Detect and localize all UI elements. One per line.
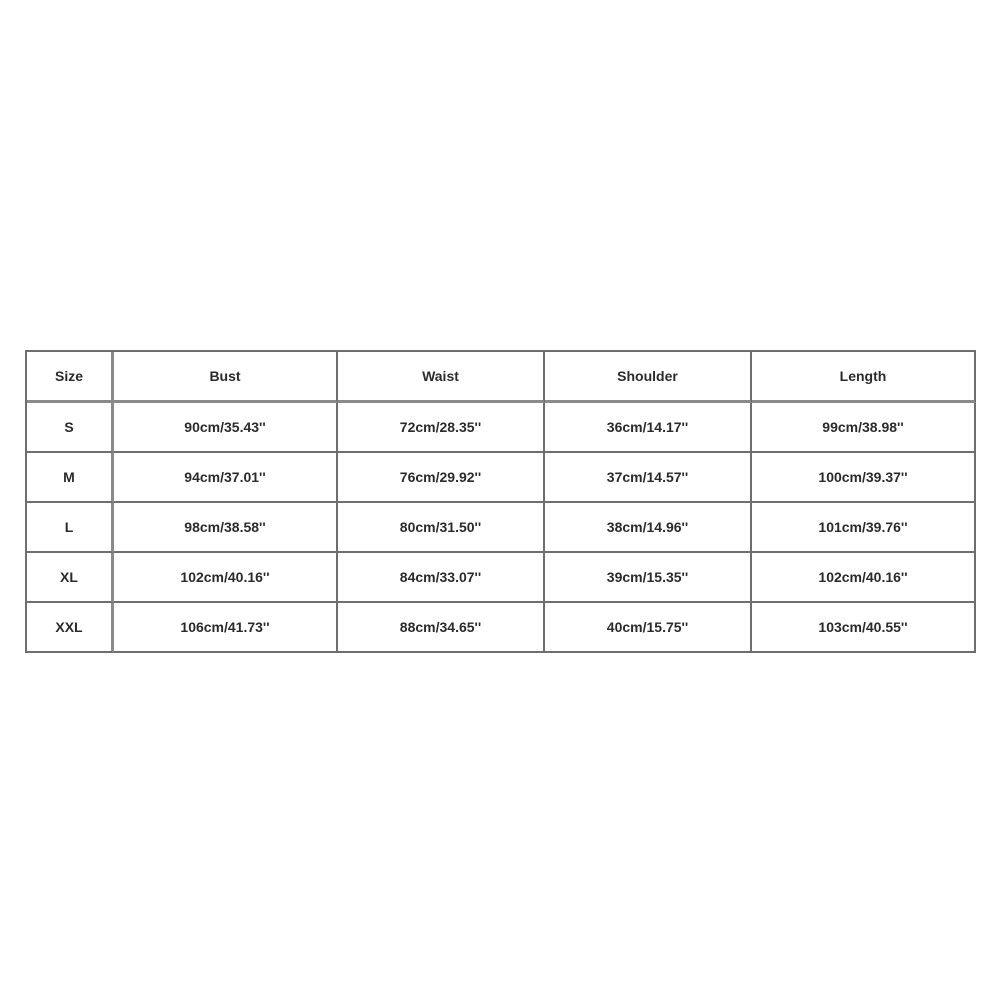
bust-cell: 94cm/37.01'': [114, 453, 338, 503]
header-bust: Bust: [114, 352, 338, 403]
table-header: [27, 352, 976, 403]
header-size: Size: [27, 352, 114, 403]
length-cell: 103cm/40.55'': [752, 603, 976, 653]
waist-cell: 84cm/33.07'': [338, 553, 545, 603]
shoulder-cell: 40cm/15.75'': [545, 603, 752, 653]
bust-cell: 102cm/40.16'': [114, 553, 338, 603]
size-cell: XL: [27, 553, 114, 603]
waist-cell: 72cm/28.35'': [338, 403, 545, 453]
header-shoulder: Shoulder: [545, 352, 752, 403]
waist-cell: 76cm/29.92'': [338, 453, 545, 503]
table-row: [27, 503, 976, 553]
size-cell: S: [27, 403, 114, 453]
length-cell: 99cm/38.98'': [752, 403, 976, 453]
length-cell: 100cm/39.37'': [752, 453, 976, 503]
table-row: [27, 603, 976, 653]
size-cell: XXL: [27, 603, 114, 653]
header-waist: Waist: [338, 352, 545, 403]
table-row: [27, 403, 976, 453]
bust-cell: 90cm/35.43'': [114, 403, 338, 453]
size-chart-table: [25, 350, 976, 653]
size-cell: M: [27, 453, 114, 503]
size-cell: L: [27, 503, 114, 553]
length-cell: 102cm/40.16'': [752, 553, 976, 603]
bust-cell: 106cm/41.73'': [114, 603, 338, 653]
waist-cell: 80cm/31.50'': [338, 503, 545, 553]
table-row: [27, 453, 976, 503]
waist-cell: 88cm/34.65'': [338, 603, 545, 653]
length-cell: 101cm/39.76'': [752, 503, 976, 553]
header-length: Length: [752, 352, 976, 403]
header-row: [27, 352, 976, 403]
shoulder-cell: 39cm/15.35'': [545, 553, 752, 603]
shoulder-cell: 36cm/14.17'': [545, 403, 752, 453]
table-row: [27, 553, 976, 603]
bust-cell: 98cm/38.58'': [114, 503, 338, 553]
shoulder-cell: 38cm/14.96'': [545, 503, 752, 553]
shoulder-cell: 37cm/14.57'': [545, 453, 752, 503]
table-body: [27, 403, 976, 653]
